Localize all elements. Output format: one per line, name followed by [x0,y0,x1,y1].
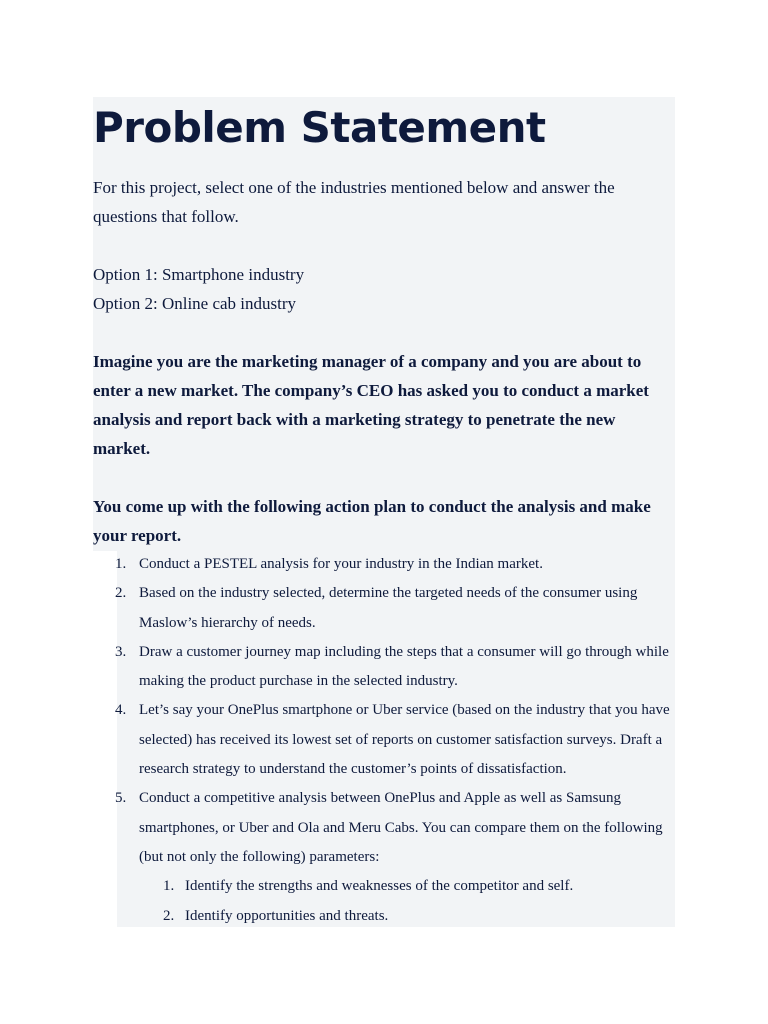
task-number: 2. [115,585,127,602]
paragraph-gap [93,231,675,260]
document-body [93,97,675,931]
subtask-item-1 [139,872,675,901]
task-item-2 [93,579,675,638]
task-item-3 [93,638,675,697]
task-item-4 [93,696,675,784]
task-text: Conduct a PESTEL analysis for your industry in the Indian market. [139,556,543,572]
task-item-1 [93,550,675,579]
task-item-5 [93,784,675,930]
paragraph-gap [93,463,675,492]
action-plan-intro: You come up with the following action plan to conduct the analysis and make your report. [93,497,651,545]
page-title: Problem Statement [93,103,546,152]
subtask-text: Identify opportunities and threats. [185,907,389,924]
paragraph-gap [93,318,675,347]
option-1: Option 1: Smartphone industry [93,265,305,284]
task-text: Conduct a competitive analysis between OnePlus and Apple as well as Samsung smartphones, or Uber and Ola and Meru Cabs. You can compare them on the following (but not only the following) parameters: [139,790,663,865]
subtask-number: 2. [163,907,175,924]
task-number: 1. [115,556,127,572]
intro-paragraph: For this project, select one of the industries mentioned below and answer the questions that follow. [93,178,615,226]
subtask-number: 1. [163,878,175,895]
subtask-text: Identify the strengths and weaknesses of the competitor and self. [185,878,574,895]
task-number: 3. [115,643,127,660]
option-2: Option 2: Online cab industry [93,294,297,313]
task-text: Draw a customer journey map including the steps that a consumer will go through while making the product purchase in the selected industry. [139,643,669,690]
task-number: 5. [115,790,127,807]
task-number: 4. [115,702,127,719]
scenario-paragraph: Imagine you are the marketing manager of a company and you are about to enter a new market. The company’s CEO has asked you to conduct a market analysis and report back with a marketing strategy to penetrate the new market. [93,352,649,458]
subtask-item-2 [139,902,675,931]
task-list [93,550,675,931]
task-text: Based on the industry selected, determine the targeted needs of the consumer using Maslow’s hierarchy of needs. [139,585,638,631]
subtask-list [139,872,675,931]
task-text: Let’s say your OnePlus smartphone or Uber service (based on the industry that you have selected) has received its lowest set of reports on customer satisfaction surveys. Draft a research strategy to understand the customer’s points of dissatisfaction. [139,702,670,778]
